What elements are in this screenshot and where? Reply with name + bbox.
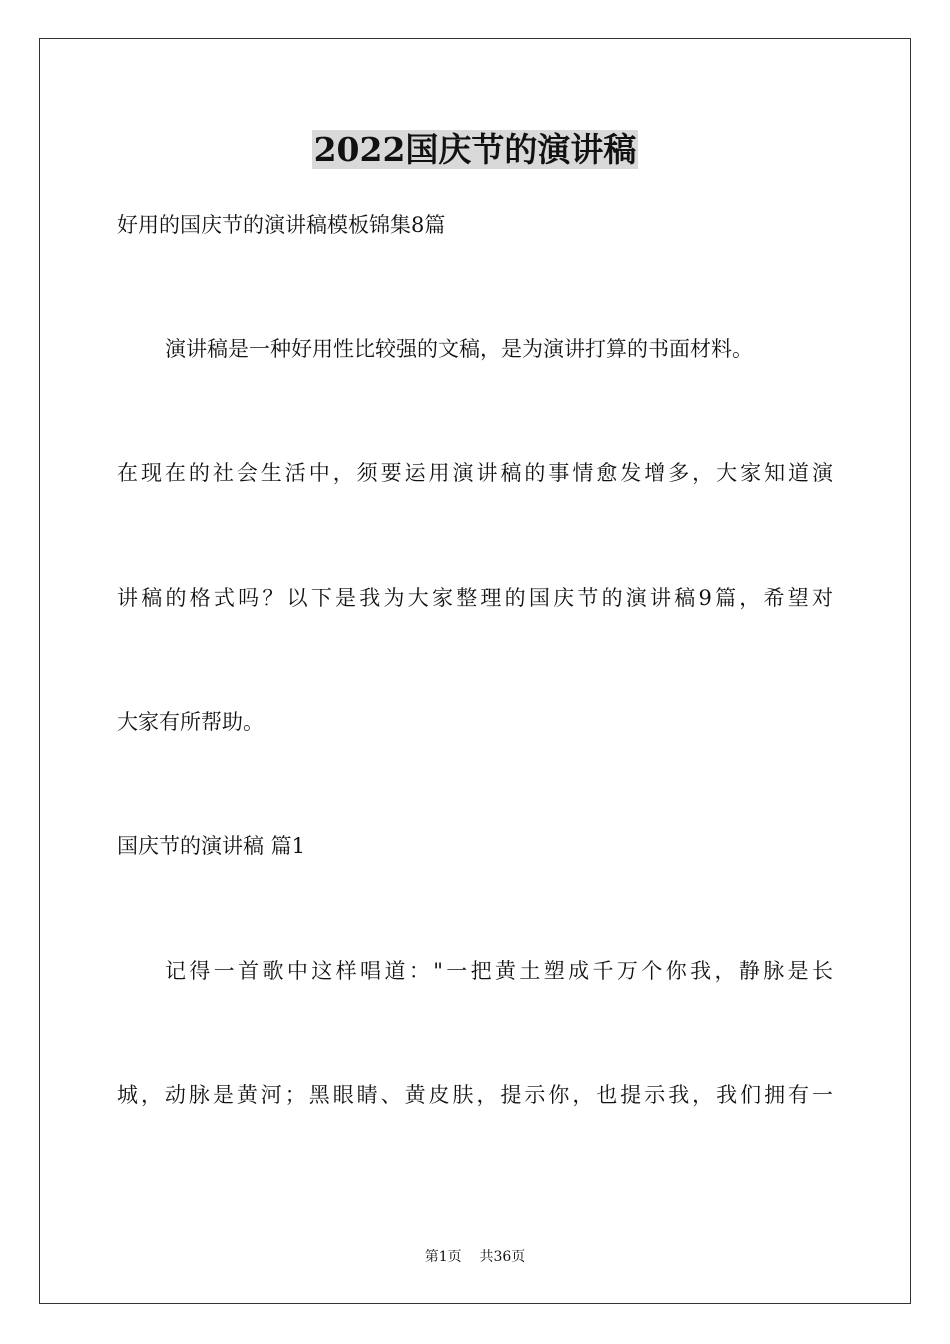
footer-page-number: 第1页 <box>424 1249 462 1265</box>
paragraph-line: 演讲稿是一种好用性比较强的文稿，是为演讲打算的书面材料。 <box>165 337 753 361</box>
paragraph-line: 城，动脉是黄河；黑眼睛、黄皮肤，提示你，也提示我，我们拥有一 <box>117 1083 833 1107</box>
paragraph-line: 在现在的社会生活中，须要运用演讲稿的事情愈发增多，大家知道演 <box>117 461 833 485</box>
document-subtitle: 好用的国庆节的演讲稿模板锦集8篇 <box>117 213 446 237</box>
document-title <box>0 128 950 172</box>
page-footer <box>0 1247 950 1267</box>
section-heading: 国庆节的演讲稿 篇1 <box>117 834 306 858</box>
footer-total-pages: 共36页 <box>479 1249 526 1265</box>
document-title-text: 2022国庆节的演讲稿 <box>313 130 637 169</box>
paragraph-line: 大家有所帮助。 <box>117 710 264 734</box>
paragraph-line: 记得一首歌中这样唱道："一把黄土塑成千万个你我，静脉是长 <box>165 959 833 983</box>
paragraph-line: 讲稿的格式吗？以下是我为大家整理的国庆节的演讲稿9篇，希望对 <box>117 586 833 610</box>
